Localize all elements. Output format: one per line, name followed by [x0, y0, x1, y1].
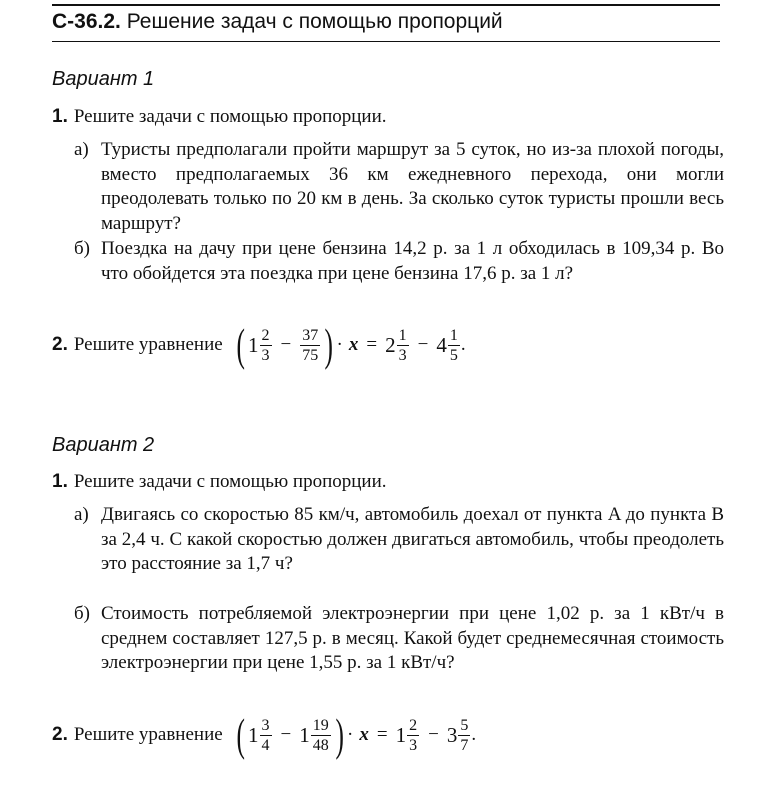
header-bottom-rule — [52, 41, 720, 42]
problem-text: Стоимость потребляемой электроэнергии при цене 1,02 р. за 1 кВт/ч в среднем составляет 127,5 р. в месяц. Какой будет среднемесячная стоимость электроэнергии при цене 1,55 р. за 1 кВт/ч? — [101, 603, 724, 673]
minus-sign: − — [428, 724, 439, 745]
task-text: Решите уравнение — [73, 724, 223, 745]
period: . — [471, 724, 477, 745]
period: . — [460, 334, 466, 355]
mixed-number: 1 $\frac{2}{3}$ — [248, 326, 270, 364]
problem-label: б) — [74, 603, 90, 624]
fraction: $\frac{5}{7}$ — [460, 716, 469, 754]
mixed-number: 1 $\frac{3}{4}$ — [248, 716, 270, 754]
right-paren: ) — [335, 709, 344, 760]
equals-sign: = — [366, 334, 378, 355]
variant-2-task-1 — [52, 471, 387, 493]
variant-2-problem-b — [74, 602, 724, 676]
problem-label: а) — [74, 504, 89, 525]
mixed-number: 1 $\frac{19}{48}$ — [299, 716, 329, 754]
left-paren: ( — [236, 709, 245, 760]
variable-x: x — [348, 334, 359, 355]
problem-label: б) — [74, 238, 90, 259]
minus-sign: − — [280, 724, 292, 745]
right-paren: ) — [324, 319, 334, 370]
fraction: $\frac{1}{3}$ — [398, 326, 407, 364]
mixed-number: 2 $\frac{1}{3}$ — [385, 326, 407, 364]
variable-x: x — [359, 724, 369, 745]
fraction: $\frac{2}{3}$ — [409, 716, 418, 754]
mixed-number: 4 $\frac{1}{5}$ — [436, 326, 458, 364]
problem-text: Двигаясь со скоростью 85 км/ч, автомобиль доехал от пункта A до пункта B за 2,4 ч. С какой скоростью должен двигаться автомобиль, чтобы преодолеть это расстояние за 1,7 ч? — [101, 504, 724, 574]
problem-text: Туристы предполагали пройти маршрут за 5 суток, но из-за плохой погоды, вместо предполагаемых 36 км ежедневного перехода, они могли преодолевать только по 20 км в день. За сколько суток туристы прошли весь маршрут? — [101, 139, 724, 234]
left-paren: ( — [236, 319, 245, 370]
variant-1-problem-a — [74, 138, 724, 236]
worksheet-title: Решение задач с помощью пропорций — [126, 10, 503, 33]
equals-sign: = — [376, 724, 388, 745]
worksheet-code: С-36.2. — [52, 10, 121, 33]
task-number: 2. — [52, 334, 68, 355]
mixed-number: 1 $\frac{2}{3}$ — [395, 716, 418, 754]
fraction: $\frac{37}{75}$ — [302, 326, 319, 364]
multiply-dot: · — [336, 334, 343, 355]
fraction: $\frac{3}{4}$ — [261, 716, 270, 754]
variant-2-problem-a — [74, 503, 724, 577]
task-text: Решите уравнение — [73, 334, 223, 355]
task-number: 1. — [52, 106, 68, 127]
task-text: Решите задачи с помощью пропорции. — [73, 106, 387, 127]
header-top-rule — [52, 4, 720, 6]
mixed-number: 3 $\frac{5}{7}$ — [446, 716, 469, 754]
multiply-dot: · — [347, 724, 354, 745]
variant-1-title: Вариант 1 — [52, 68, 155, 90]
task-number: 2. — [52, 724, 68, 745]
variant-2-title: Вариант 2 — [52, 434, 155, 456]
fraction: $\frac{2}{3}$ — [261, 326, 270, 364]
variant-1-problem-b — [74, 237, 724, 286]
task-text: Решите задачи с помощью пропорции. — [73, 471, 387, 492]
fraction: $\frac{1}{5}$ — [449, 326, 458, 364]
problem-label: а) — [74, 139, 89, 160]
variant-1-task-1 — [52, 106, 387, 128]
page-header — [52, 10, 503, 34]
variant-2-equation — [52, 709, 477, 760]
minus-sign: − — [280, 334, 292, 355]
variant-1-equation — [52, 319, 466, 370]
problem-text: Поездка на дачу при цене бензина 14,2 р. за 1 л обходилась в 109,34 р. Во что обойдется эта поездка при цене бензина 17,6 р. за 1 л? — [101, 238, 724, 284]
fraction: $\frac{19}{48}$ — [312, 716, 329, 754]
minus-sign: − — [417, 334, 429, 355]
task-number: 1. — [52, 471, 68, 492]
